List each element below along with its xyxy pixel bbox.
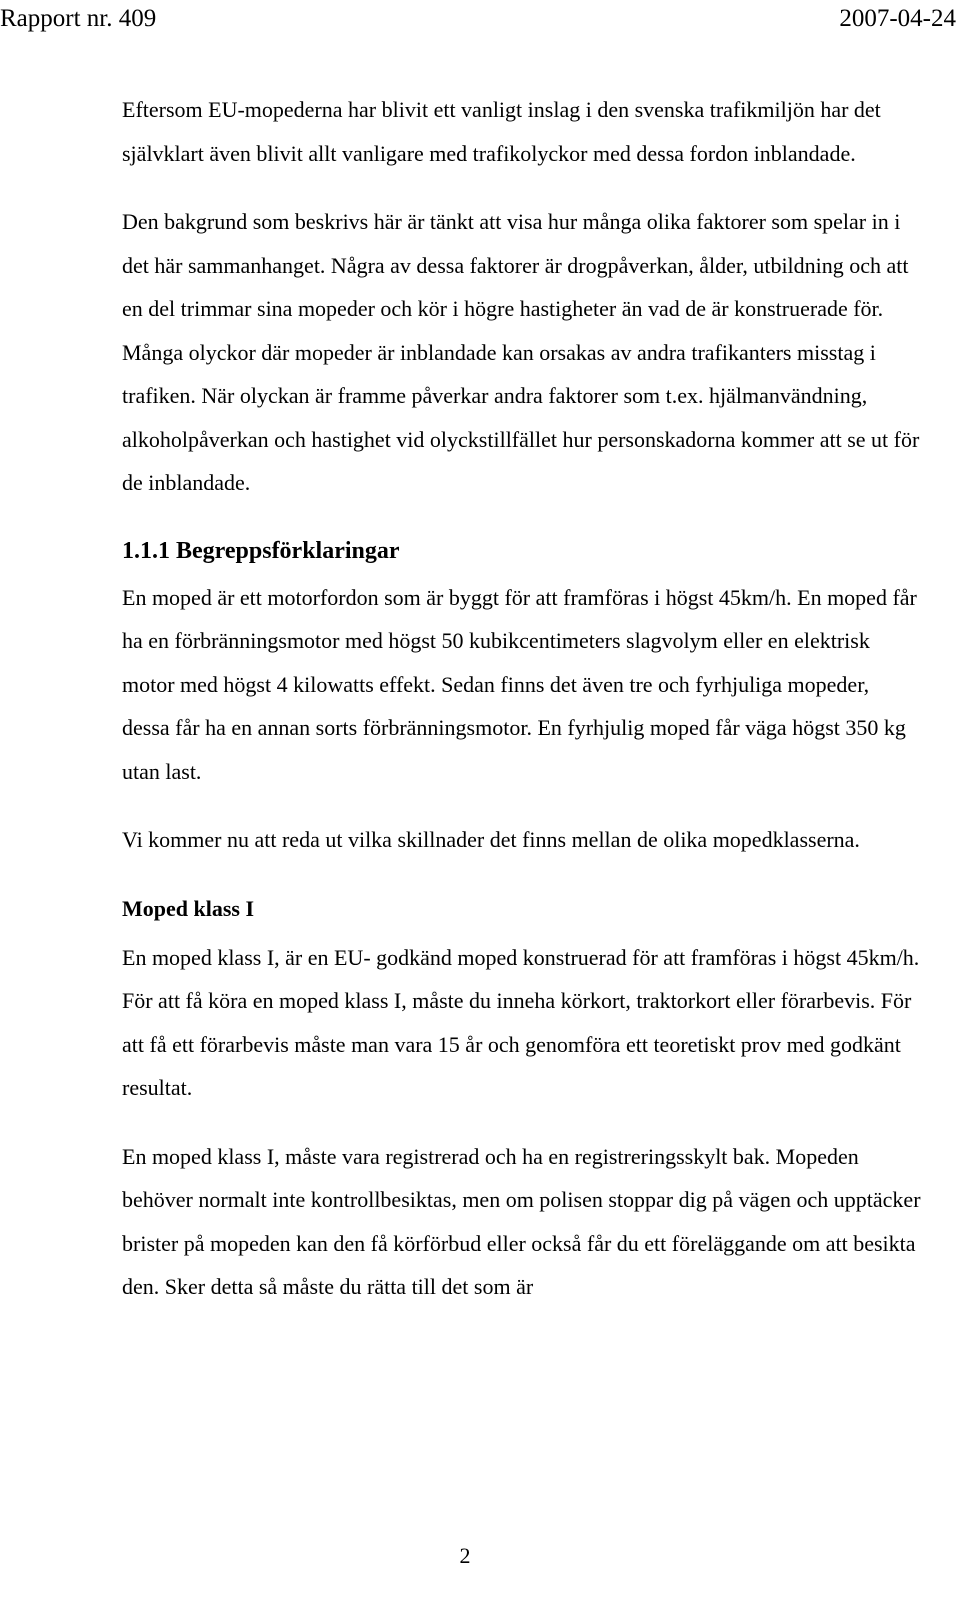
page-number: 2 [459, 1543, 471, 1568]
paragraph-background: Den bakgrund som beskrivs här är tänkt att visa hur många olika faktorer som spelar in i det här sammanhanget. Några av dessa faktorer är drogpåverkan, ålder, utbildning och att en del trimmar sina mopeder och kör i högre hastigheter än vad de är konstruerade för. Många olyckor där mopeder är inblandade kan orsakas av andra trafikanters misstag i trafiken. När olyckan är framme påverkar andra faktorer som t.ex. hjälmanvändning, alkoholpåverkan och hastighet vid olyckstillfället hur personskadorna kommer att se ut för de inblandade. [122, 209, 920, 495]
paragraph-definition: En moped är ett motorfordon som är byggt för att framföras i högst 45km/h. En moped får ha en förbränningsmotor med högst 50 kubikcentimeters slagvolym eller en elektrisk motor med högst 4 kilowatts effekt. Sedan finns det även tre och fyrhjuliga mopeder, dessa får ha en annan sorts förbränningsmotor. En fyrhjulig moped får väga högst 350 kg utan last. [122, 584, 917, 784]
paragraph-intro: Eftersom EU-mopederna har blivit ett vanligt inslag i den svenska trafikmiljön har det självklart även blivit allt vanligare med trafikolyckor med dessa fordon inblandade. [122, 97, 881, 166]
report-date: 2007-04-24 [839, 5, 956, 32]
page-content [122, 88, 922, 1309]
paragraph-classes-intro: Vi kommer nu att reda ut vilka skillnader det finns mellan de olika mopedklasserna. [122, 827, 860, 852]
paragraph-class-1-license: En moped klass I, är en EU- godkänd moped konstruerad för att framföras i högst 45km/h. För att få köra en moped klass I, måste du inneha körkort, traktorkort eller förarbevis. För att få ett förarbevis måste man vara 15 år och genomföra ett teoretiskt prov med godkänt resultat. [122, 944, 920, 1100]
section-heading: 1.1.1 Begreppsförklaringar [122, 537, 400, 564]
paragraph-class-1-registration: En moped klass I, måste vara registrerad och ha en registreringsskylt bak. Mopeden behöver normalt inte kontrollbesiktas, men om polisen stoppar dig på vägen och upptäcker brister på mopeden kan den få körförbud eller också får du ett föreläggande om att besikta den. Sker detta så måste du rätta till det som är [122, 1143, 921, 1299]
subheading-moped-class-1: Moped klass I [122, 895, 255, 921]
page-header [0, 0, 960, 40]
report-number: Rapport nr. 409 [0, 5, 157, 32]
